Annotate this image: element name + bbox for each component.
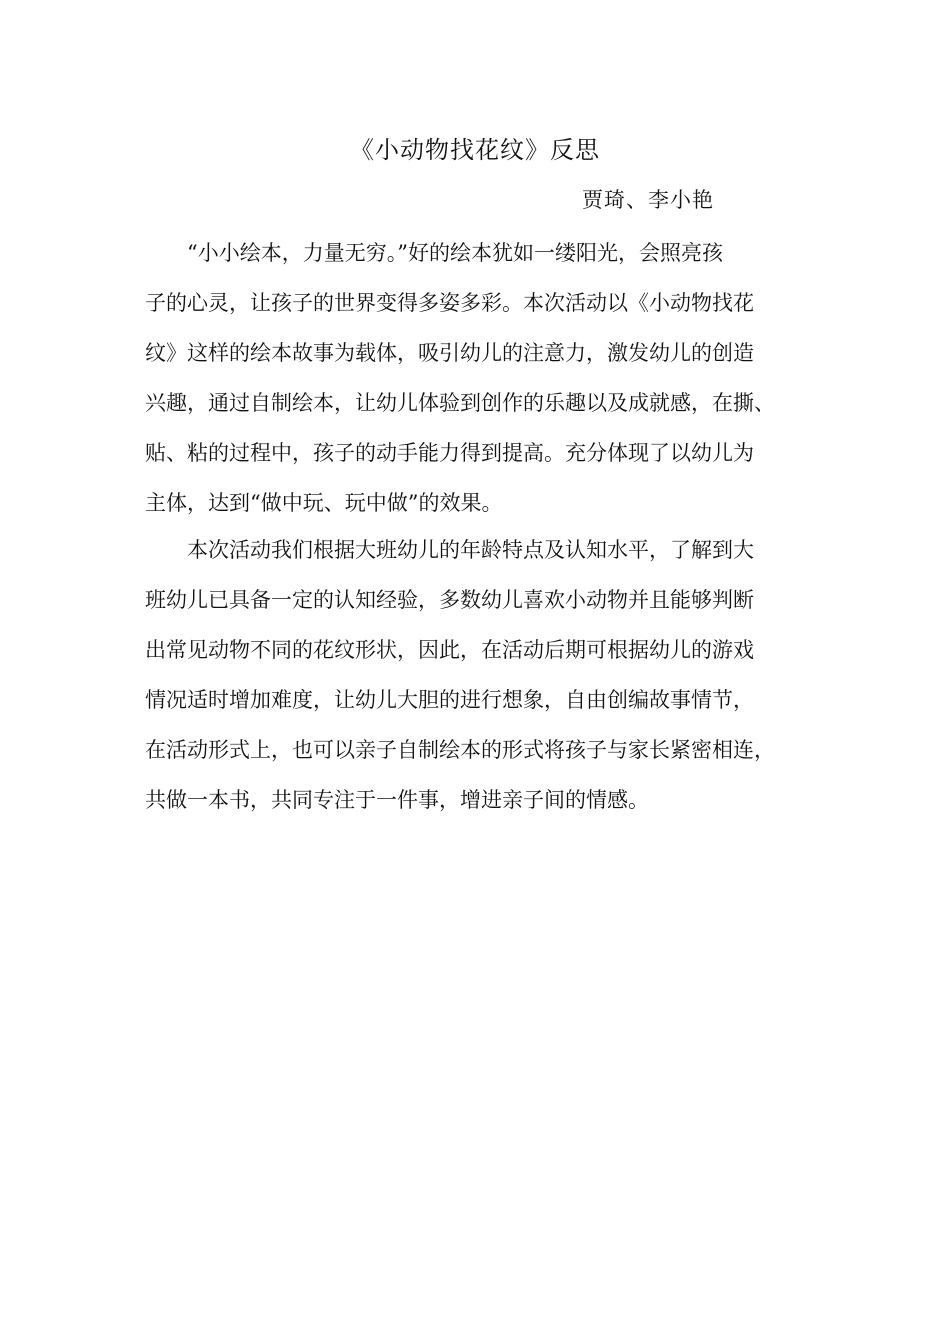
paragraph-line: 班幼儿已具备一定的认知经验，多数幼儿喜欢小动物并且能够判断	[145, 588, 754, 612]
paragraph-line: 出常见动物不同的花纹形状，因此，在活动后期可根据幼儿的游戏	[145, 638, 754, 662]
paragraph-line: 主体，达到“做中玩、玩中做”的效果。	[145, 491, 503, 515]
paragraph-line: 共做一本书，共同专注于一件事，增进亲子间的情感。	[145, 788, 649, 812]
paragraph-1	[145, 228, 810, 528]
paragraph-line: 在活动形式上，也可以亲子自制绘本的形式将孩子与家长紧密相连，	[145, 738, 775, 762]
document-title: 《小动物找花纹》反思	[350, 136, 600, 164]
paragraph-line: “小小绘本，力量无穷。”好的绘本犹如一缕阳光，会照亮孩	[187, 241, 723, 265]
paragraph-line: 贴、粘的过程中，孩子的动手能力得到提高。充分体现了以幼儿为	[145, 441, 754, 465]
paragraph-line: 兴趣，通过自制绘本，让幼儿体验到创作的乐趣以及成就感，在撕、	[145, 391, 775, 415]
paragraph-line: 本次活动我们根据大班幼儿的年龄特点及认知水平，了解到大	[187, 538, 754, 562]
paragraph-line: 情况适时增加难度，让幼儿大胆的进行想象，自由创编故事情节，	[145, 688, 754, 712]
paragraph-line: 纹》这样的绘本故事为载体，吸引幼儿的注意力，激发幼儿的创造	[145, 341, 754, 365]
document-authors: 贾琦、李小艳	[582, 188, 714, 212]
paragraph-line: 子的心灵，让孩子的世界变得多姿多彩。本次活动以《小动物找花	[145, 291, 754, 315]
paragraph-2	[145, 525, 810, 825]
